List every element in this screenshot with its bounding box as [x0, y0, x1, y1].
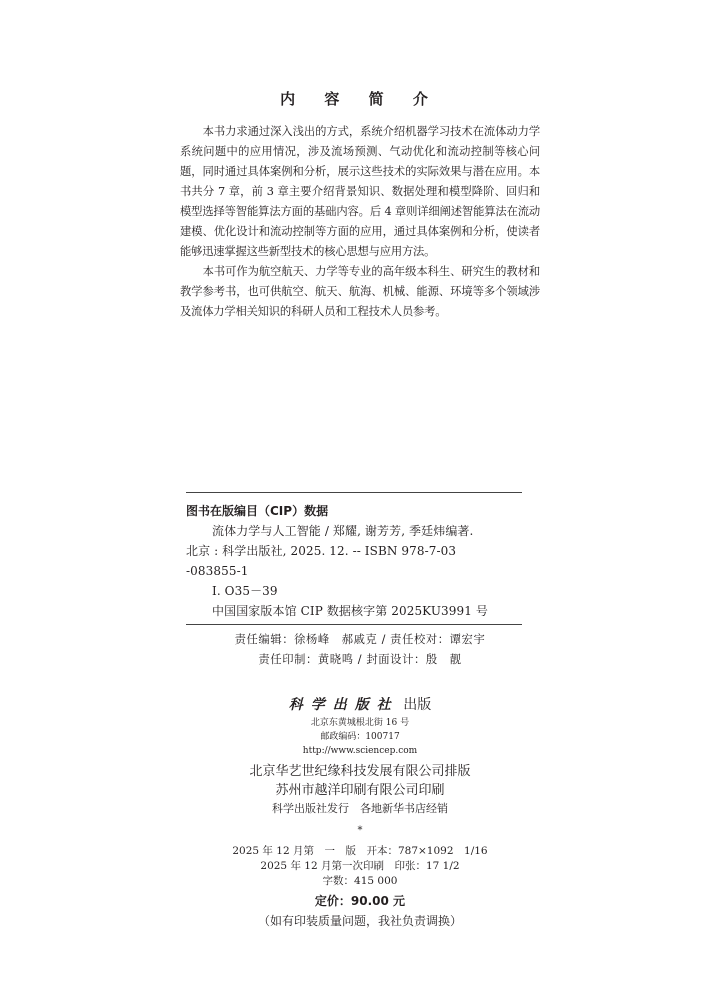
cip-isbn-continuation: -083855-1	[186, 564, 249, 578]
cip-heading: 图书在版编目（CIP）数据	[186, 504, 329, 518]
summary-heading: 内 容 简 介	[280, 90, 440, 108]
cip-bottom-rule	[186, 624, 522, 625]
summary-paragraph-1: 本书力求通过深入浅出的方式，系统介绍机器学习技术在流体动力学系统问题中的应用情况，涉及流场预测、气动优化和流动控制等核心问题，同时通过具体案例和分析，展示这些技术的实际效果与潜在应用。本书共分 7 章，前 3 章主要介绍背景知识、数据处理和模型降阶、回归和模型选择等智能算法方面的基础内容。后 4 章则详细阐述智能算法在流动建模、优化设计和流动控制等方面的应用，通过具体案例和分析，使读者能够迅速掌握这些新型技术的核心思想与应用方法。	[180, 125, 540, 258]
cip-publication-line: 北京 : 科学出版社, 2025. 12. -- ISBN 978-7-03	[186, 544, 457, 558]
publisher-address: 北京东黄城根北街 16 号	[310, 718, 410, 728]
publisher-logo-text: 科学出版社	[288, 697, 399, 713]
printer: 苏州市越洋印刷有限公司印刷	[275, 783, 445, 798]
cip-block	[186, 492, 522, 625]
quality-note: （如有印装质量问题，我社负责调换）	[257, 914, 462, 928]
publisher-website: http://www.sciencep.com	[302, 746, 418, 756]
summary-body	[180, 122, 540, 322]
word-count: 字数：415 000	[322, 875, 398, 887]
separator-star: *	[357, 825, 363, 836]
credits-line-1: 责任编辑：徐杨峰 郝戚克 / 责任校对：谭宏宇	[234, 633, 486, 646]
publisher-block	[0, 694, 720, 931]
credits-line-2: 责任印制：黄晓鸣 / 封面设计：殷 靓	[258, 653, 462, 666]
edition-line-1: 2025 年 12 月第 一 版 开本：787×1092 1/16	[232, 845, 488, 857]
cip-top-rule	[186, 492, 522, 493]
publisher-postcode: 邮政编码：100717	[320, 732, 400, 742]
typesetter: 北京华艺世纪缘科技发展有限公司排版	[249, 764, 471, 779]
summary-paragraph-2: 本书可作为航空航天、力学等专业的高年级本科生、研究生的教材和教学参考书，也可供航空、航天、航海、机械、能源、环境等多个领域涉及流体力学相关知识的科研人员和工程技术人员参考。	[180, 265, 540, 318]
editorial-credits	[0, 630, 720, 670]
edition-line-2: 2025 年 12 月第一次印刷 印张：17 1/2	[260, 860, 460, 872]
cip-classification: Ⅰ. O35－39	[212, 584, 278, 598]
price: 定价：90.00 元	[314, 894, 406, 908]
cip-title-line: 流体力学与人工智能 / 郑耀, 谢芳芳, 季廷炜编著.	[212, 524, 474, 538]
distribution: 科学出版社发行 各地新华书店经销	[272, 802, 448, 815]
cip-record-number: 中国国家版本馆 CIP 数据核字第 2025KU3991 号	[212, 604, 488, 618]
publisher-suffix: 出版	[403, 697, 432, 713]
